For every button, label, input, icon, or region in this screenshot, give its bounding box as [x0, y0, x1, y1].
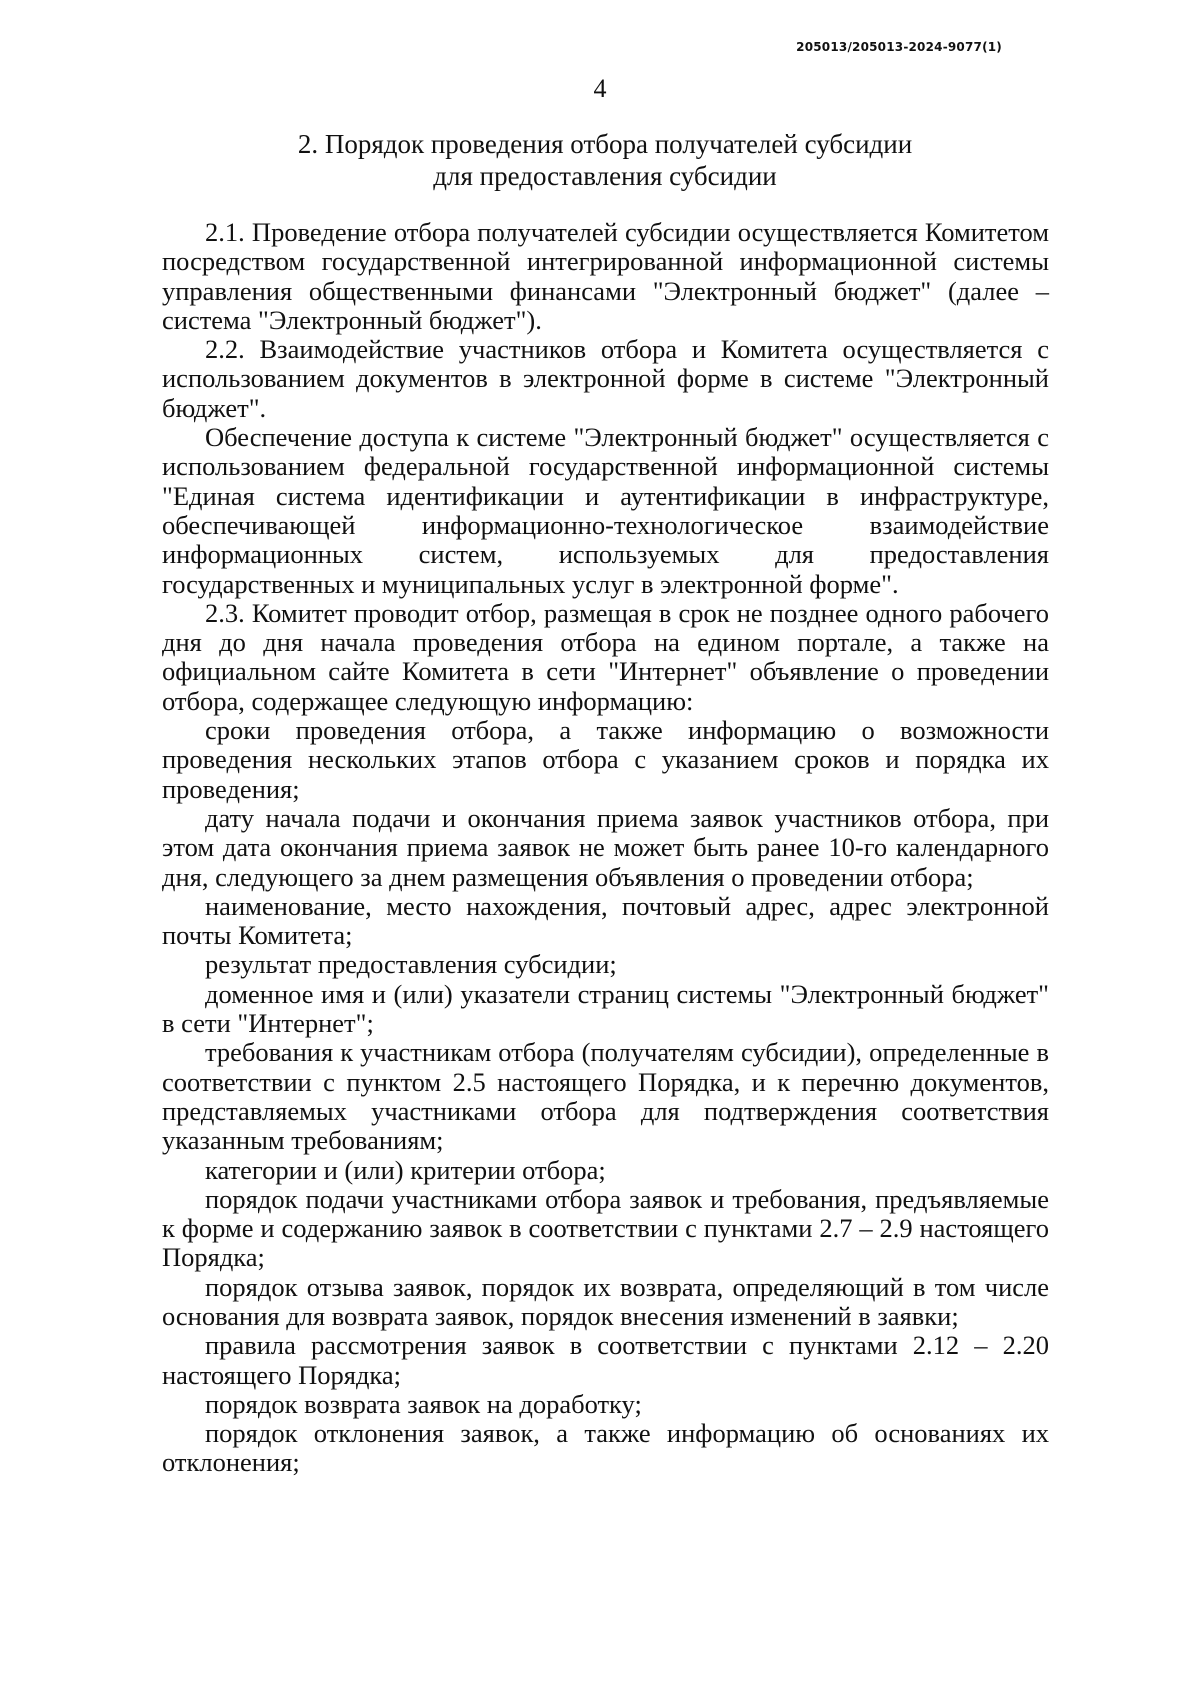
list-item-terms: сроки проведения отбора, а также информацию о возможности проведения нескольких этапов отбора с указанием сроков и порядка их проведения;: [162, 715, 1049, 804]
list-item-withdrawal: порядок отзыва заявок, порядок их возврата, определяющий в том числе основания для возврата заявок, порядок внесения изменений в заявки;: [162, 1271, 1049, 1331]
list-item-result: результат предоставления субсидии;: [205, 949, 617, 980]
list-item-dates: дату начала подачи и окончания приема заявок участников отбора, при этом дата окончания приема заявок не может быть ранее 10-го календарного дня, следующего за днем размещения объявления о проведении отбора;: [162, 802, 1049, 892]
document-registration-number: 205013/205013-2024-9077(1): [796, 40, 1002, 54]
page-number: 4: [593, 74, 607, 103]
list-item-submission: порядок подачи участниками отбора заявок и требования, предъявляемые к форме и содержанию заявок в соответствии с пунктами 2.7 – 2.9 настоящего Порядка;: [162, 1183, 1049, 1273]
paragraph-2-3: 2.3. Комитет проводит отбор, размещая в срок не позднее одного рабочего дня до дня начала проведения отбора на едином портале, а также на официальном сайте Комитета в сети "Интернет" объявление о проведении отбора, содержащее следующую информацию:: [162, 597, 1049, 716]
list-item-contacts: наименование, место нахождения, почтовый адрес, адрес электронной почты Комитета;: [162, 890, 1049, 951]
section-heading: [160, 128, 1050, 192]
section-heading-line-1: 2. Порядок проведения отбора получателей субсидии: [297, 129, 913, 159]
paragraph-access: Обеспечение доступа к системе "Электронный бюджет" осуществляется с использованием федеральной государственной информационной системы "Единая система идентификации и аутентификации в инфраструктуре, обеспечивающей информационно-технологическое взаимодействие информационных систем, используемых для предоставления государственных и муниципальных услуг в электронной форме".: [162, 422, 1049, 599]
list-item-review-rules: правила рассмотрения заявок в соответствии с пунктами 2.12 – 2.20 настоящего Порядка;: [162, 1330, 1049, 1390]
document-body: [162, 218, 1049, 1478]
paragraph-2-1: 2.1. Проведение отбора получателей субсидии осуществляется Комитетом посредством государственной интегрированной информационной системы управления общественными финансами "Электронный бюджет" (далее – система "Электронный бюджет").: [162, 217, 1049, 335]
list-item-rejection: порядок отклонения заявок, а также информацию об основаниях их отклонения;: [162, 1418, 1049, 1478]
paragraph-2-2: 2.2. Взаимодействие участников отбора и Комитета осуществляется с использованием документов в электронной форме в системе "Электронный бюджет".: [162, 334, 1049, 423]
list-item-domain: доменное имя и (или) указатели страниц системы "Электронный бюджет" в сети "Интернет";: [162, 978, 1049, 1039]
section-heading-line-2: для предоставления субсидии: [433, 161, 777, 191]
list-item-return: порядок возврата заявок на доработку;: [205, 1388, 642, 1419]
list-item-requirements: требования к участникам отбора (получателям субсидии), определенные в соответствии с пунктом 2.5 настоящего Порядка, и к перечню документов, представляемых участниками отбора для подтверждения соответствия указанным требованиям;: [162, 1037, 1049, 1156]
list-item-categories: категории и (или) критерии отбора;: [205, 1154, 606, 1185]
